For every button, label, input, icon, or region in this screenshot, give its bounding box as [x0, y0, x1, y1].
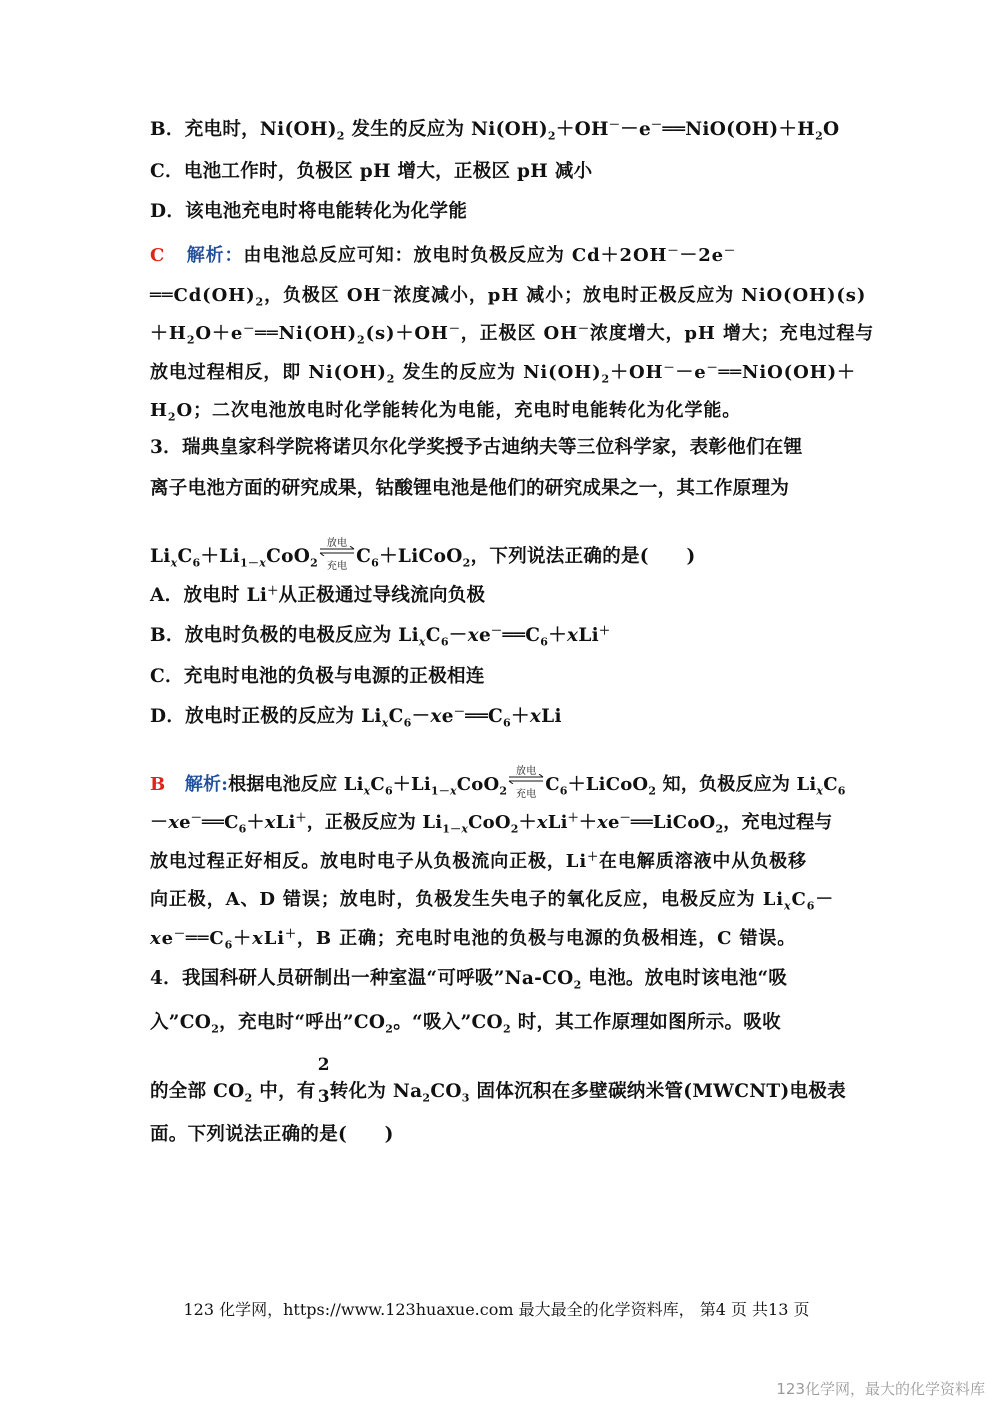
reversible-arrow-icon: 放电 充电 — [318, 544, 356, 568]
fraction-two-thirds: 2 3 — [317, 1055, 330, 1107]
q2-option-d: D．该电池充电时将电能转化为化学能 — [150, 201, 468, 222]
q3-answer: B — [150, 774, 166, 795]
q3-stem-line-1: 3．瑞典皇家科学院将诺贝尔化学奖授予古迪纳夫等三位科学家，表彰他们在锂 — [150, 437, 803, 458]
q2-analysis-line-1: C 解析：由电池总反应可知：放电时负极反应为 Cd＋2OH－－2e－ — [150, 244, 736, 266]
q3-analysis-label: 解析: — [184, 774, 229, 795]
q4-stem-line-1: 4．我国科研人员研制出一种室温“可呼吸$”Na-CO_2$ 电池。放电时该电池“吸 — [150, 968, 788, 992]
q3-stem-line-3: $Li_xC_6+Li_{1-x}CoO_2$ 放电 充电 $C_6+LiCoO_2$，下列说法正确的是( ) — [150, 538, 696, 572]
q2-analysis-line-3: $+H_2O+e^-══Ni(OH)_2(s)+OH^-$，正极区 OH－浓度增大，pH 增大；充电过程与 — [150, 322, 875, 347]
q2-option-c: C．电池工作时，负极区 pH 增大，正极区 pH 减小 — [150, 161, 593, 182]
q3-option-d: D．放电时正极的反应为 $Li_xC_6-xe^-══C_6+xLi$ — [150, 704, 562, 730]
q3-option-c: C．充电时电池的负极与电源的正极相连 — [150, 666, 485, 687]
q4-stem-line-2: 入$”CO_2$，充电时“呼出$”CO_2$。“吸入$”CO_2$ 时，其工作原理如图所示。吸收 — [150, 1012, 781, 1036]
reversible-arrow-icon-2: 放电 充电 — [507, 772, 545, 796]
watermark: 123化学网，最大的化学资料库 — [776, 1380, 985, 1398]
page-footer: 123 化学网，https://www.123huaxue.com 最大最全的化学资料库， 第4 页 共13 页 — [183, 1300, 810, 1319]
q2-option-b: B．充电时，$Ni(OH)_2$ 发生的反应为 $Ni(OH)_2+OH^--e^-══NiO(OH)+H_2O$ — [150, 117, 840, 143]
q3-option-b: B．放电时负极的电极反应为 $Li_xC_6-xe^-══C_6+xLi^+$ — [150, 623, 611, 649]
q2-analysis-label: 解析： — [186, 245, 244, 266]
q3-option-a: A．放电时 Li＋从正极通过导线流向负极 — [150, 583, 486, 606]
q3-analysis-line-1: B 解析:根据电池反应 $Li_xC_6+Li_{1-x}CoO_2$ 放电 充电 $C_6+LiCoO_2$ 知，负极反应为 $Li_xC_6$ — [150, 766, 846, 800]
q3-analysis-line-2: $-xe^-══C_6+xLi^+$，正极反应为 $Li_{1-x}CoO_2+xLi^++xe^-══LiCoO_2$，充电过程与 — [150, 811, 833, 836]
q3-analysis-line-4: 向正极，A、D 错误；放电时，负极发生失电子的氧化反应，电极反应为 $Li_xC_6-$ — [150, 889, 835, 913]
q3-analysis-line-5: $xe^-══C_6+xLi^+$，B 正确；充电时电池的负极与电源的负极相连，C 错误。 — [150, 927, 797, 952]
q3-stem-line-2: 离子电池方面的研究成果，钴酸锂电池是他们的研究成果之一，其工作原理为 — [150, 478, 790, 499]
q4-stem-line-4: 面。下列说法正确的是( ) — [150, 1124, 394, 1145]
q2-analysis-line-5: $H_2O$；二次电池放电时化学能转化为电能，充电时电能转化为化学能。 — [150, 400, 742, 424]
q2-answer: C — [150, 245, 166, 266]
q3-analysis-line-3: 放电过程正好相反。放电时电子从负极流向正极，Li＋在电解质溶液中从负极移 — [150, 850, 807, 872]
q2-analysis-line-4: 放电过程相反，即 $Ni(OH)_2$ 发生的反应为 $Ni(OH)_2+OH^--e^-══NiO(OH)+$ — [150, 361, 856, 386]
q4-stem-line-3: 的全部 $CO_2$ 中，有 2 3 转化为 $Na_2CO_3$ 固体沉积在多壁碳纳米管(MWCNT)电极表 — [150, 1055, 846, 1107]
q2-analysis-line-2: $══Cd(OH)_2$，负极区 OH－浓度减小，pH 减小；放电时正极反应为 NiO(OH)(s) — [150, 284, 867, 309]
